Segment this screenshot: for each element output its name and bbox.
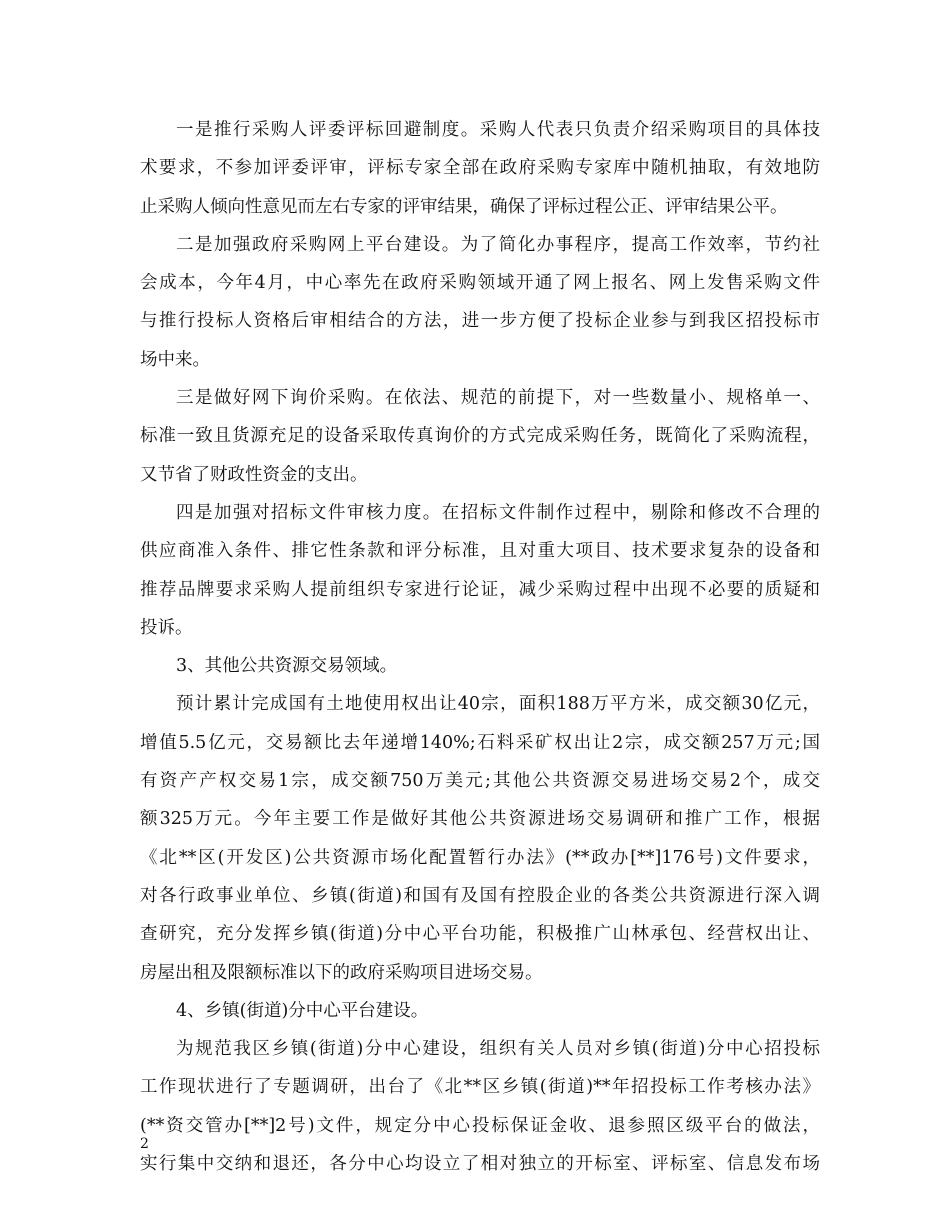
- text-line: 3、其他公共资源交易领域。: [176, 656, 398, 677]
- text-line: 标准一致且货源充足的设备采取传真询价的方式完成采购任务，既简化了采购流程，: [140, 426, 820, 447]
- text-line: (**资交管办[**]2号)文件，规定分中心投标保证金收、退参照区级平台的做法，: [140, 1115, 820, 1136]
- text-line: 为规范我区乡镇(街道)分中心建设，组织有关人员对乡镇(街道)分中心招投标: [176, 1039, 820, 1060]
- text-line: 实行集中交纳和退还，各分中心均设立了相对独立的开标室、评标室、信息发布场: [140, 1154, 820, 1175]
- text-line: 三是做好网下询价采购。在依法、规范的前提下，对一些数量小、规格单一、: [176, 388, 820, 409]
- text-line: 对各行政事业单位、乡镇(街道)和国有及国有控股企业的各类公共资源进行深入调: [140, 885, 820, 906]
- text-line: 投诉。: [140, 617, 193, 638]
- text-line: 会成本，今年4月，中心率先在政府采购领域开通了网上报名、网上发售采购文件: [140, 273, 820, 294]
- text-line: 与推行投标人资格后审相结合的方法，进一步方便了投标企业参与到我区招投标市: [140, 311, 820, 332]
- text-line: 工作现状进行了专题调研，出台了《北**区乡镇(街道)**年招投标工作考核办法》: [140, 1077, 820, 1098]
- text-line: 《北**区(开发区)公共资源市场化配置暂行办法》(**政办[**]176号)文件要求，: [140, 847, 820, 868]
- text-line: 额325万元。今年主要工作是做好其他公共资源进场交易调研和推广工作，根据: [140, 809, 820, 830]
- text-line: 供应商准入条件、排它性条款和评分标准，且对重大项目、技术要求复杂的设备和: [140, 541, 820, 562]
- text-line: 场中来。: [140, 349, 210, 370]
- text-line: 增值5.5亿元，交易额比去年递增140%;石料采矿权出让2宗，成交额257万元;国: [140, 732, 820, 753]
- text-line: 术要求，不参加评委评审，评标专家全部在政府采购专家库中随机抽取，有效地防: [140, 158, 820, 179]
- text-line: 二是加强政府采购网上平台建设。为了简化办事程序，提高工作效率，节约社: [176, 234, 820, 255]
- document-body: [140, 111, 820, 1183]
- text-line: 又节省了财政性资金的支出。: [140, 464, 368, 485]
- text-line: 一是推行采购人评委评标回避制度。采购人代表只负责介绍采购项目的具体技: [176, 120, 820, 140]
- text-line: 房屋出租及限额标准以下的政府采购项目进场交易。: [140, 962, 543, 983]
- text-line: 4、乡镇(街道)分中心平台建设。: [176, 1000, 429, 1021]
- text-line: 推荐品牌要求采购人提前组织专家进行论证，减少采购过程中出现不必要的质疑和: [140, 579, 820, 600]
- text-line: 止采购人倾向性意见而左右专家的评审结果，确保了评标过程公正、评审结果公平。: [140, 196, 788, 217]
- text-line: 预计累计完成国有土地使用权出让40宗，面积188万平方米，成交额30亿元，: [176, 694, 820, 715]
- text-line: 查研究，充分发挥乡镇(街道)分中心平台功能，积极推广山林承包、经营权出让、: [140, 924, 820, 945]
- text-line: 四是加强对招标文件审核力度。在招标文件制作过程中，剔除和修改不合理的: [176, 502, 820, 523]
- page-number: 2: [140, 1136, 149, 1152]
- text-line: 有资产产权交易1宗，成交额750万美元;其他公共资源交易进场交易2个，成交: [140, 771, 820, 792]
